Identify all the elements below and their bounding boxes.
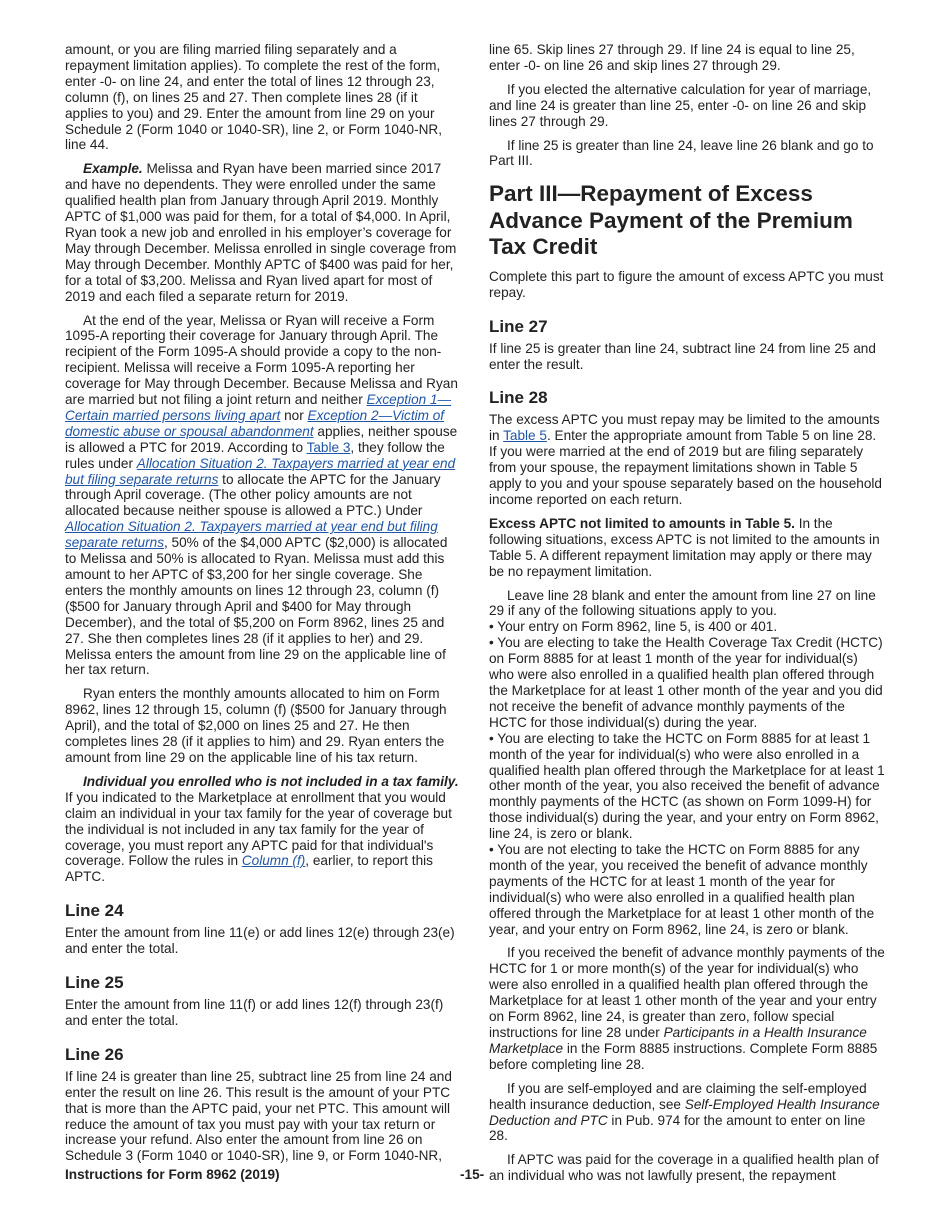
exception-1-link[interactable]: Exception 1—Certain married persons living apart [65, 392, 452, 423]
line-28-heading: Line 28 [489, 388, 548, 408]
table-3-link[interactable]: Table 3 [306, 439, 351, 455]
paragraph: amount, or you are filing married filing separately and a repayment limitation applies). To complete the rest of the form, enter -0- on line 24, and enter the total of lines 12 through 23, column (f), on lines 25 and 27. Then complete lines 28 (if it applies to you) and 29. Enter the amount from line 29 on your Schedule 2 (Form 1040 or 1040-SR), line 2, or Form 1040-NR, line 44. [65, 42, 443, 153]
table-5-link[interactable]: Table 5 [503, 428, 547, 444]
line-24-heading: Line 24 [65, 901, 124, 921]
line-26-heading: Line 26 [65, 1044, 124, 1064]
left-column [65, 42, 462, 1172]
self-employed-paragraph: If you are self-employed and are claiming the self-employed health insurance deduction, see Self-Employed Health Insurance Deduction and PTC in Pub. 974 for the amount to enter on line 28. [489, 1080, 880, 1144]
allocation-situation-2-link-2[interactable]: Allocation Situation 2. Taxpayers married at year end but filing separate returns [65, 519, 438, 551]
page-number: -15- [460, 1167, 485, 1182]
line-25-text: Enter the amount from line 11(f) or add lines 12(f) through 23(f) and enter the total. [65, 997, 444, 1028]
example-paragraph: Example. Melissa and Ryan have been married since 2017 and have no dependents. They were enrolled under the same qualified health plan from January through April 2019. Monthly APTC of $1,000 was paid for them, for a total of $4,000. In April, Ryan took a new job and enrolled in his employer’s coverage for May through December. Melissa enrolled in single coverage from May through December. Monthly APTC of $400 was paid for her, for a total of $3,200. Melissa and Ryan lived apart for most of 2019 and each filed a separate return for 2019. [65, 161, 457, 304]
footer-title: Instructions for Form 8962 (2019) [65, 1167, 280, 1182]
line-27-heading: Line 27 [489, 316, 548, 336]
line-25-heading: Line 25 [65, 973, 124, 993]
allocation-situation-2-link[interactable]: Allocation Situation 2. Taxpayers married at year end but filing separate returns [65, 455, 456, 487]
paragraph: Leave line 28 blank and enter the amount from line 27 on line 29 if any of the following situations apply to you. [489, 587, 876, 619]
line-28-text: The excess APTC you must repay may be limited to the amounts in Table 5. Enter the appropriate amount from Table 5 on line 28. If you were married at the end of 2019 but are filing separately from your spouse, the repayment limitations shown in Table 5 apply to you and your spouse separately based on the household income reported on each return. [489, 412, 882, 507]
right-column [489, 42, 885, 1192]
excess-aptc-label: Excess APTC not limited to amounts in Table 5. [489, 515, 795, 531]
paragraph: If line 25 is greater than line 24, leave line 26 blank and go to Part III. [489, 137, 874, 169]
bullet-item: • You are electing to take the Health Coverage Tax Credit (HCTC) on Form 8885 for at least 1 month of the year for individual(s) who were also enrolled in a qualified health plan offered through the Marketplace for at least 1 other month of the year and you did not receive the benefit of advance monthly payments of the HCTC for those individual(s) during the year. [489, 635, 883, 730]
bullet-item: • You are electing to take the HCTC on Form 8885 for at least 1 month of the year for individual(s) who were also enrolled in a qualified health plan offered through the Marketplace for at least 1 other month of the year, you also received the benefit of advance monthly payments of the HCTC (as shown on Form 1099-H) for those individual(s) during the year, and your entry on Form 8962, line 24, is zero or blank. [489, 730, 885, 842]
individual-paragraph: Individual you enrolled who is not included in a tax family. If you indicated to the Marketplace at enrollment that you would claim an individual in your tax family for the year of coverage but the individual is not included in any tax family for the year of coverage, you must report any APTC paid for that individual's coverage. Follow the rules in Column (f), earlier, to report this APTC. [65, 773, 459, 885]
paragraph: If APTC was paid for the coverage in a qualified health plan of an individual who was not lawfully present, the repayment [489, 1152, 879, 1184]
paragraph: Ryan enters the monthly amounts allocated to him on Form 8962, lines 12 through 15, column (f) ($500 for January through April), and the total of $2,000 on lines 25 and 27. He then completes lines 28 (if it applies to him) and 29. Ryan enters the amount from line 29 on the applicable line of his tax return. [65, 686, 447, 765]
column-f-link[interactable]: Column (f) [241, 853, 306, 869]
bullet-item: • Your entry on Form 8962, line 5, is 400 or 401. [489, 619, 778, 635]
paragraph: If you elected the alternative calculation for year of marriage, and line 24 is greater than line 25, enter -0- on line 26 and skip lines 27 through 29. [489, 81, 872, 129]
paragraph: line 65. Skip lines 27 through 29. If line 24 is equal to line 25, enter -0- on line 26 and skip lines 27 through 29. [489, 42, 855, 73]
line-27-text: If line 25 is greater than line 24, subtract line 24 from line 25 and enter the result. [489, 340, 876, 372]
line-24-text: Enter the amount from line 11(e) or add lines 12(e) through 23(e) and enter the total. [65, 925, 455, 957]
bullet-item: • You are not electing to take the HCTC on Form 8885 for any month of the year, you received the benefit of advance monthly payments of the HCTC for at least 1 month of the year for individual(s) who were also enrolled in a qualified health plan offered through the Marketplace for at least 1 other month of the year, and your entry on Form 8962, line 24, is zero or blank. [489, 842, 875, 937]
example-label: Example. [83, 161, 143, 177]
individual-label: Individual you enrolled who is not included in a tax family. [83, 773, 459, 789]
line-26-text: If line 24 is greater than line 25, subtract line 25 from line 24 and enter the result on line 26. This result is the amount of your PTC that is more than the APTC paid, your net PTC. This amount will reduce the amount of tax you must pay with your tax return or increase your refund. Also enter the amount from line 26 on Schedule 3 (Form 1040 or 1040-SR), line 9, or Form 1040-NR, [65, 1068, 452, 1164]
part-3-intro: Complete this part to figure the amount of excess APTC you must repay. [489, 268, 884, 300]
hctc-paragraph: If you received the benefit of advance monthly payments of the HCTC for 1 or more month(s) of the year for individual(s) who were also enrolled in a qualified health plan offered through the Marketplace for at least 1 other month of the year and your entry on Form 8962, line 24, is greater than zero, follow special instructions for line 28 under Participants in a Health Insurance Marketplace in the Form 8885 instructions. Complete Form 8885 before completing line 28. [489, 945, 885, 1072]
paragraph: At the end of the year, Melissa or Ryan will receive a Form 1095-A reporting their coverage for January through April. The recipient of the Form 1095-A should provide a copy to the non-recipient. Melissa will receive a Form 1095-A reporting her coverage for May through December. Because Melissa and Ryan are married but not filing a joint return and neither Exception 1—Certain married persons living apart nor Exception 2—Victim of domestic abuse or spousal abandonment applies, neither spouse is allowed a PTC for 2019. According to Table 3, they follow the rules under Allocation Situation 2. Taxpayers married at year end but filing separate returns to allocate the APTC for the January through April coverage. (The other policy amounts are not allocated because neither spouse is allowed a PTC.) Under Allocation Situation 2. Taxpayers married at year end but filing separate returns, 50% of the $4,000 APTC ($2,000) is allocated to Melissa and 50% is allocated to Ryan. Melissa must add this amount to her APTC of $3,200 for her single coverage. She enters the monthly amounts on lines 12 through 23, column (f) ($500 for January through April and $400 for May through December), and the total of $5,200 on Form 8962, lines 25 and 27. She then completes lines 28 (if it applies to her) and 29. Melissa enters the amount from line 29 on the applicable line of her tax return. [65, 312, 458, 678]
excess-aptc-paragraph: Excess APTC not limited to amounts in Table 5. In the following situations, excess APTC is not limited to the amounts in Table 5. A different repayment limitation may apply or there may be no repayment limitation. [489, 515, 880, 579]
part-3-title: Part III—Repayment of Excess Advance Payment of the Premium Tax Credit [489, 181, 853, 260]
exception-2-link[interactable]: Exception 2—Victim of domestic abuse or spousal abandonment [65, 407, 445, 439]
